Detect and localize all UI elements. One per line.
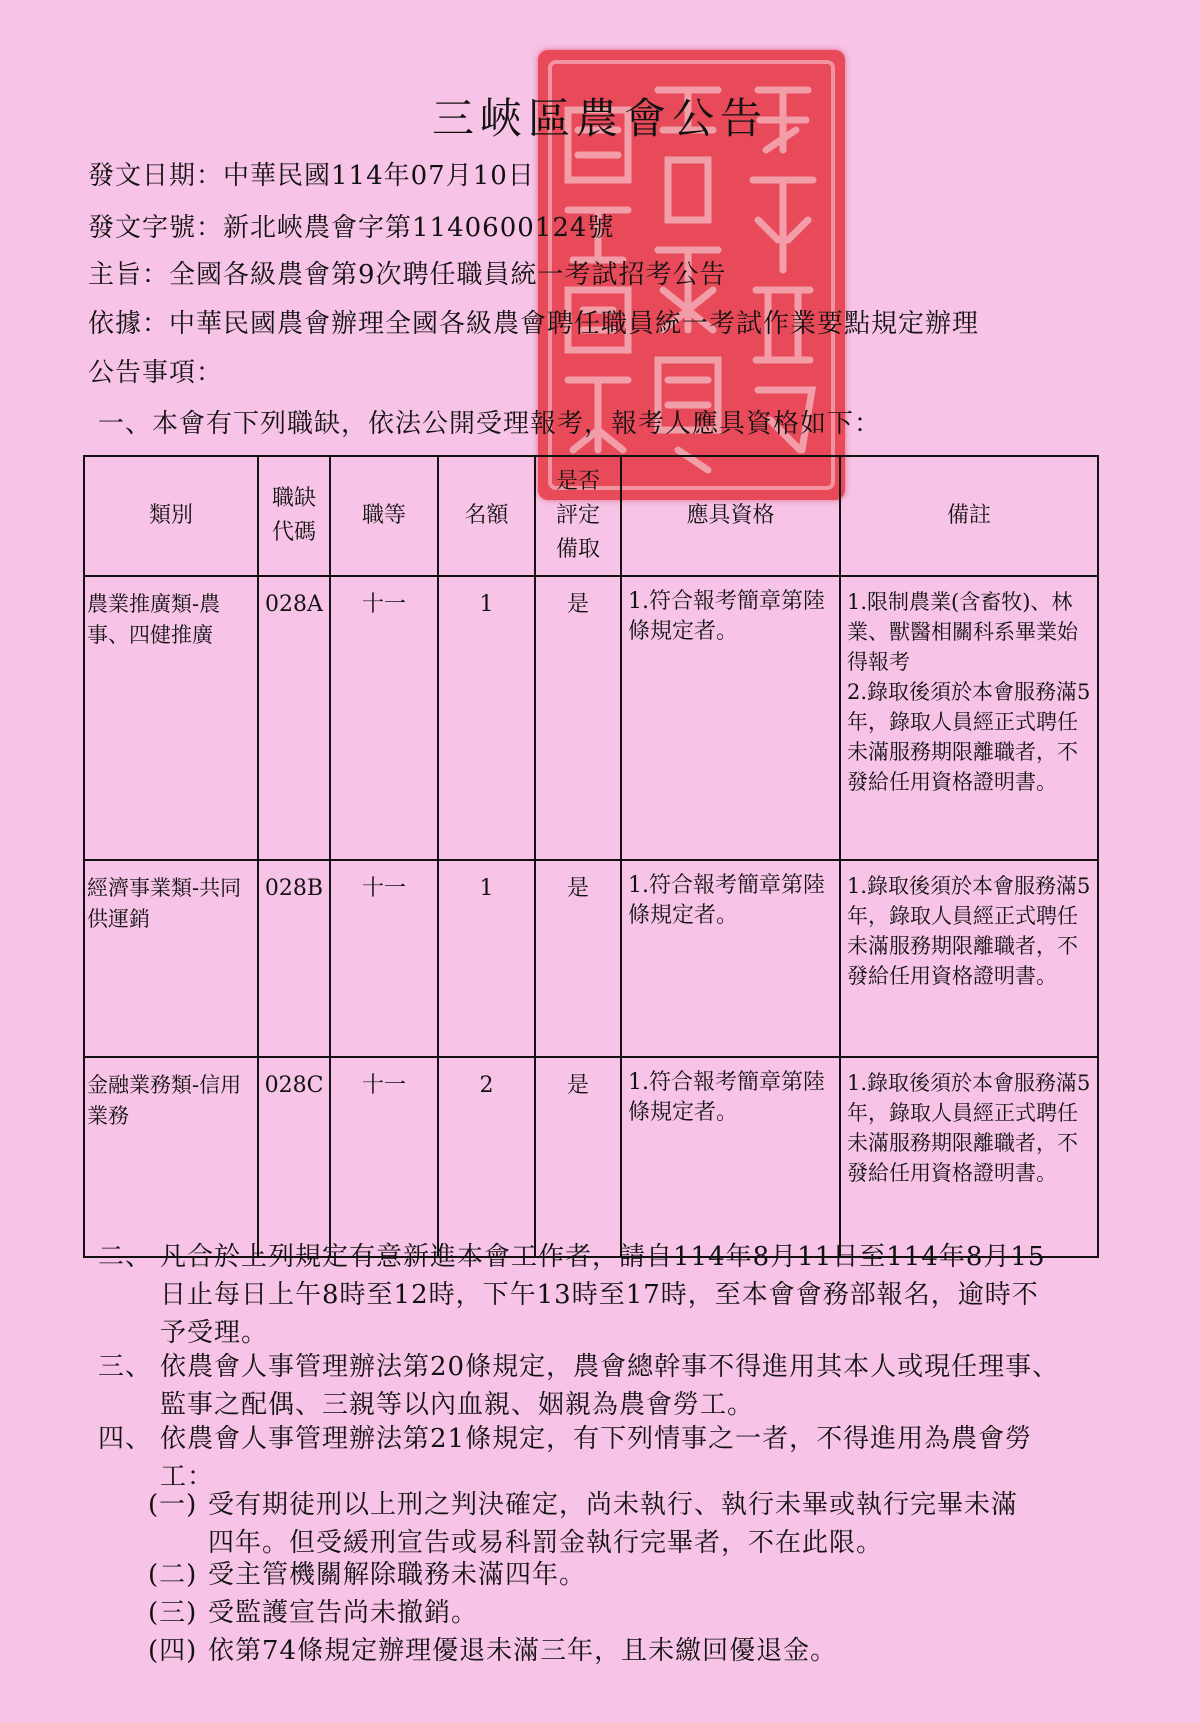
item-text: 受有期徒刑以上刑之判決確定，尚未執行、執行未畢或執行完畢未滿四年。但受緩刑宣告或易科罰金執行完畢者，不在此限。	[208, 1490, 1019, 1558]
note-text: 限制農業(含畜牧)、林業、獸醫相關科系畢業始得報考	[847, 590, 1078, 674]
note-item	[847, 871, 1093, 991]
section-4-item	[148, 1632, 838, 1670]
row-code: 028B	[258, 860, 330, 1057]
section-4-number: 四、	[98, 1424, 153, 1454]
item-number: (一)	[148, 1490, 198, 1520]
issue-date: 發文日期：中華民國114年07月10日	[88, 161, 535, 191]
qual-number: 1.	[628, 873, 649, 898]
row-waitlist: 是	[535, 860, 621, 1057]
items-label: 公告事項：	[88, 358, 224, 388]
note-item	[847, 677, 1093, 797]
row-waitlist: 是	[535, 576, 621, 860]
header-waitlist-text: 是否評定備取	[555, 469, 600, 562]
row-waitlist: 是	[535, 1057, 621, 1257]
header-category: 類別	[84, 456, 258, 576]
row-notes	[840, 576, 1098, 860]
table-row	[84, 1057, 1098, 1257]
section-2-text: 凡合於上列規定有意新進本會工作者，請自114年8月11日至114年8月15日止每日上午8時至12時，下午13時至17時，至本會會務部報名，逾時不予受理。	[160, 1242, 1046, 1348]
header-qualification: 應具資格	[621, 456, 840, 576]
note-text: 錄取後須於本會服務滿5年，錄取人員經正式聘任未滿服務期限離職者，不發給任用資格證明書。	[847, 874, 1091, 988]
row-qualification	[621, 860, 840, 1057]
note-text: 錄取後須於本會服務滿5年，錄取人員經正式聘任未滿服務期限離職者，不發給任用資格證明書。	[847, 680, 1091, 794]
row-grade: 十一	[330, 576, 438, 860]
qual-text: 符合報考簡章第陸條規定者。	[628, 1070, 826, 1125]
section-4-text: 依農會人事管理辦法第21條規定，有下列情事之一者，不得進用為農會勞工：	[160, 1424, 1033, 1492]
section-2-number: 二、	[98, 1242, 153, 1272]
note-number: 2.	[847, 680, 868, 704]
item-text: 依第74條規定辦理優退未滿三年，且未繳回優退金。	[208, 1636, 838, 1666]
table-header-row	[84, 456, 1098, 576]
header-quota: 名額	[438, 456, 535, 576]
row-quota: 1	[438, 576, 535, 860]
row-category: 金融業務類-信用業務	[84, 1057, 258, 1257]
note-text: 錄取後須於本會服務滿5年，錄取人員經正式聘任未滿服務期限離職者，不發給任用資格證明書。	[847, 1071, 1091, 1185]
row-qualification	[621, 576, 840, 860]
basis-line: 依據：中華民國農會辦理全國各級農會聘任職員統一考試作業要點規定辦理	[88, 309, 980, 339]
qual-number: 1.	[628, 1070, 649, 1095]
note-number: 1.	[847, 1071, 868, 1095]
row-category: 經濟事業類-共同供運銷	[84, 860, 258, 1057]
note-item	[847, 1068, 1093, 1188]
section-3-text: 依農會人事管理辦法第20條規定，農會總幹事不得進用其本人或現任理事、監事之配偶、三親等以內血親、姻親為農會勞工。	[160, 1352, 1060, 1420]
row-quota: 2	[438, 1057, 535, 1257]
header-notes: 備註	[840, 456, 1098, 576]
row-notes	[840, 860, 1098, 1057]
item-text: 受主管機關解除職務未滿四年。	[208, 1560, 587, 1590]
section-3-number: 三、	[98, 1352, 153, 1382]
header-waitlist	[535, 456, 621, 576]
vacancy-table	[83, 455, 1099, 1220]
row-quota: 1	[438, 860, 535, 1057]
qual-number: 1.	[628, 589, 649, 614]
row-qualification	[621, 1057, 840, 1257]
subject-line: 主旨：全國各級農會第9次聘任職員統一考試招考公告	[88, 260, 727, 290]
note-number: 1.	[847, 590, 868, 614]
row-grade: 十一	[330, 1057, 438, 1257]
table-row	[84, 576, 1098, 860]
header-code-text: 職缺代碼	[271, 486, 316, 545]
qual-text: 符合報考簡章第陸條規定者。	[628, 873, 826, 928]
reference-number: 發文字號：新北峽農會字第1140600124號	[88, 213, 615, 243]
header-code	[258, 456, 330, 576]
section-4-item	[148, 1486, 1019, 1558]
table-row	[84, 860, 1098, 1057]
row-notes	[840, 1057, 1098, 1257]
row-grade: 十一	[330, 860, 438, 1057]
announcement-title: 三峽區農會公告	[431, 94, 768, 143]
section-4-item	[148, 1594, 479, 1632]
section-1-text: 一、本會有下列職缺，依法公開受理報考，報考人應具資格如下：	[98, 409, 882, 439]
item-number: (三)	[148, 1598, 198, 1628]
note-number: 1.	[847, 874, 868, 898]
item-number: (四)	[148, 1636, 198, 1666]
qual-text: 符合報考簡章第陸條規定者。	[628, 589, 826, 644]
row-category: 農業推廣類-農事、四健推廣	[84, 576, 258, 860]
item-text: 受監護宣告尚未撤銷。	[208, 1598, 479, 1628]
section-4-item	[148, 1556, 587, 1594]
item-number: (二)	[148, 1560, 198, 1590]
row-code: 028A	[258, 576, 330, 860]
note-item	[847, 587, 1093, 677]
header-grade: 職等	[330, 456, 438, 576]
row-code: 028C	[258, 1057, 330, 1257]
